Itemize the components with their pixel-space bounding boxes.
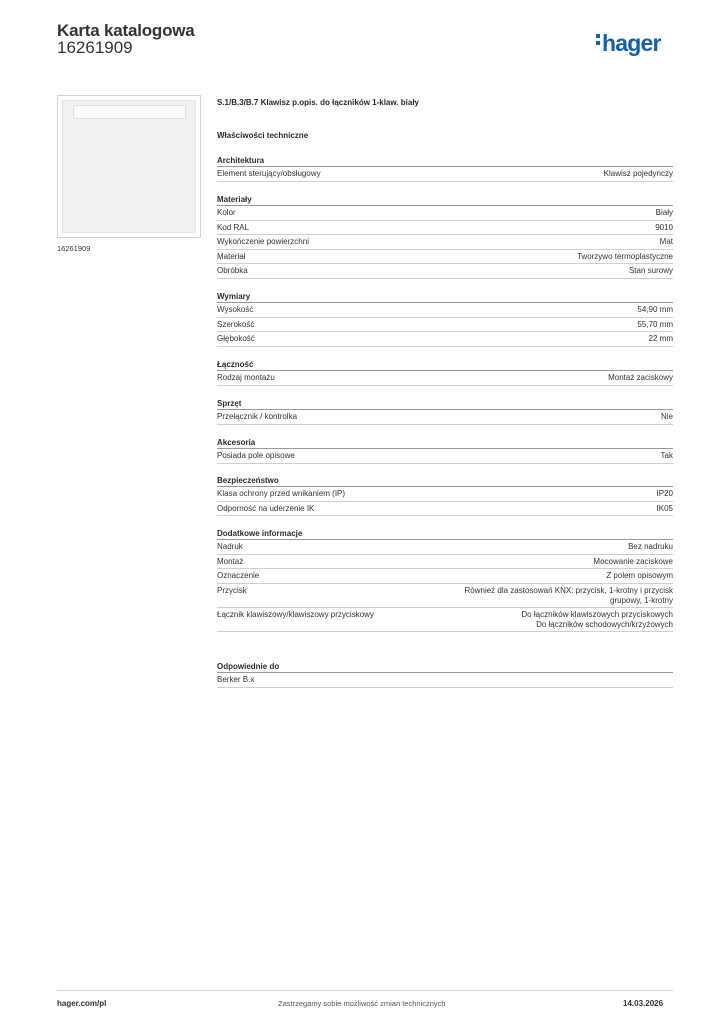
spec-value: Nie [660,412,673,421]
spec-key: Przycisk [217,585,247,595]
section-akcesoria [217,437,673,464]
spec-key: Oznaczenie [217,571,260,580]
spec-row [217,540,673,555]
spec-key: Wysokość [217,305,254,314]
spec-key: Kolor [217,208,236,217]
spec-row [217,449,673,464]
spec-key: Odporność na uderzenie IK [217,503,315,513]
spec-key: Łącznik klawiszowy/klawiszowy przyciskowy [217,609,374,619]
spec-value: Bez nadruku [628,542,673,551]
spec-row [217,167,673,182]
spec-key: Obróbka [217,266,248,275]
spec-row [217,318,673,333]
spec-key: Wykończenie powierzchni [217,237,309,246]
properties-heading: Właściwości techniczne [217,131,309,140]
section-title: Odpowiednie do [217,661,673,673]
spec-row [217,250,673,265]
spec-row [217,673,673,688]
spec-row [217,303,673,318]
spec-key: Montaż [217,556,244,566]
spec-row [217,332,673,347]
spec-key: Berker B.x [217,675,255,684]
spec-row [217,502,673,517]
spec-row [217,206,673,221]
spec-value: 54,90 mm [637,305,673,314]
spec-value: Do łączników klawiszowych przyciskowych Do łączników schodowych/krzyżowych [521,609,673,629]
spec-row [217,584,673,608]
section-title: Bezpieczeństwo [217,475,673,487]
spec-value: IK05 [656,503,673,513]
section-title: Sprzęt [217,398,673,410]
section-title: Dodatkowe informacje [217,528,673,540]
spec-key: Przełącznik / kontrolka [217,412,298,421]
section-odpowiednie-do [217,661,673,688]
section-sprzet [217,398,673,425]
spec-row [217,487,673,502]
spec-value: Tworzywo termoplastyczne [576,251,673,261]
spec-row [217,608,673,632]
product-title: S.1/B.3/B.7 Klawisz p.opis. do łączników 1-klaw. biały [217,98,419,107]
spec-value: 22 mm [648,334,673,343]
section-dodatkowe-informacje [217,528,673,632]
spec-value: Z polem opisowym [606,571,673,580]
spec-value: Tak [660,451,673,460]
product-code: 16261909 [57,38,133,57]
section-lacznosc [217,359,673,386]
document-title: Karta katalogowa [57,21,195,40]
spec-key: Posiada pole opisowe [217,451,295,460]
section-bezpieczenstwo [217,475,673,516]
logo-text: hager [602,30,661,56]
spec-value: 55,70 mm [637,319,673,329]
label-field-picture [73,105,186,119]
spec-key: Głębokość [217,334,255,343]
spec-key: Szerokość [217,319,255,329]
spec-value: Stan surowy [628,266,673,275]
spec-key: Rodzaj montażu [217,373,275,382]
section-materialy [217,194,673,279]
spec-row [217,555,673,570]
image-caption: 16261909 [57,244,91,253]
spec-row [217,221,673,236]
spec-key: Materiał [217,251,246,261]
spec-key: Klasa ochrony przed wnikaniem (IP) [217,489,346,498]
spec-key: Element sterujący/obsługowy [217,169,321,178]
spec-value: Mocowanie zaciskowe [593,556,673,566]
hager-logo[interactable] [596,30,661,57]
spec-key: Nadruk [217,542,243,551]
product-image [57,95,201,238]
spec-value: Mat [659,237,673,246]
spec-row [217,410,673,425]
footer-divider [57,990,673,991]
spec-value: Klawisz pojedynczy [603,169,673,178]
footer-date: 14.03.2026 [623,999,664,1008]
footer-disclaimer: Zastrzegamy sobie możliwość zmian technicznych [278,999,446,1008]
spec-value: IP20 [656,489,673,498]
section-title: Łączność [217,359,673,371]
spec-value: Biały [655,208,673,217]
footer-website-link[interactable]: hager.com/pl [57,999,107,1008]
spec-row [217,264,673,279]
spec-value: Również dla zastosowań KNX: przycisk, 1-krotny i przycisk grupowy, 1-krotny [464,585,673,605]
section-wymiary [217,291,673,347]
spec-value: 9010 [655,222,673,232]
spec-row [217,371,673,386]
spec-row [217,569,673,584]
section-title: Materiały [217,194,673,206]
section-title: Akcesoria [217,437,673,449]
section-title: Architektura [217,155,673,167]
section-architektura [217,155,673,182]
section-title: Wymiary [217,291,673,303]
spec-row [217,235,673,250]
logo-dots-icon [596,34,600,48]
switch-key-picture [62,100,196,233]
spec-key: Kod RAL [217,222,250,232]
spec-value: Montaż zaciskowy [608,373,673,382]
